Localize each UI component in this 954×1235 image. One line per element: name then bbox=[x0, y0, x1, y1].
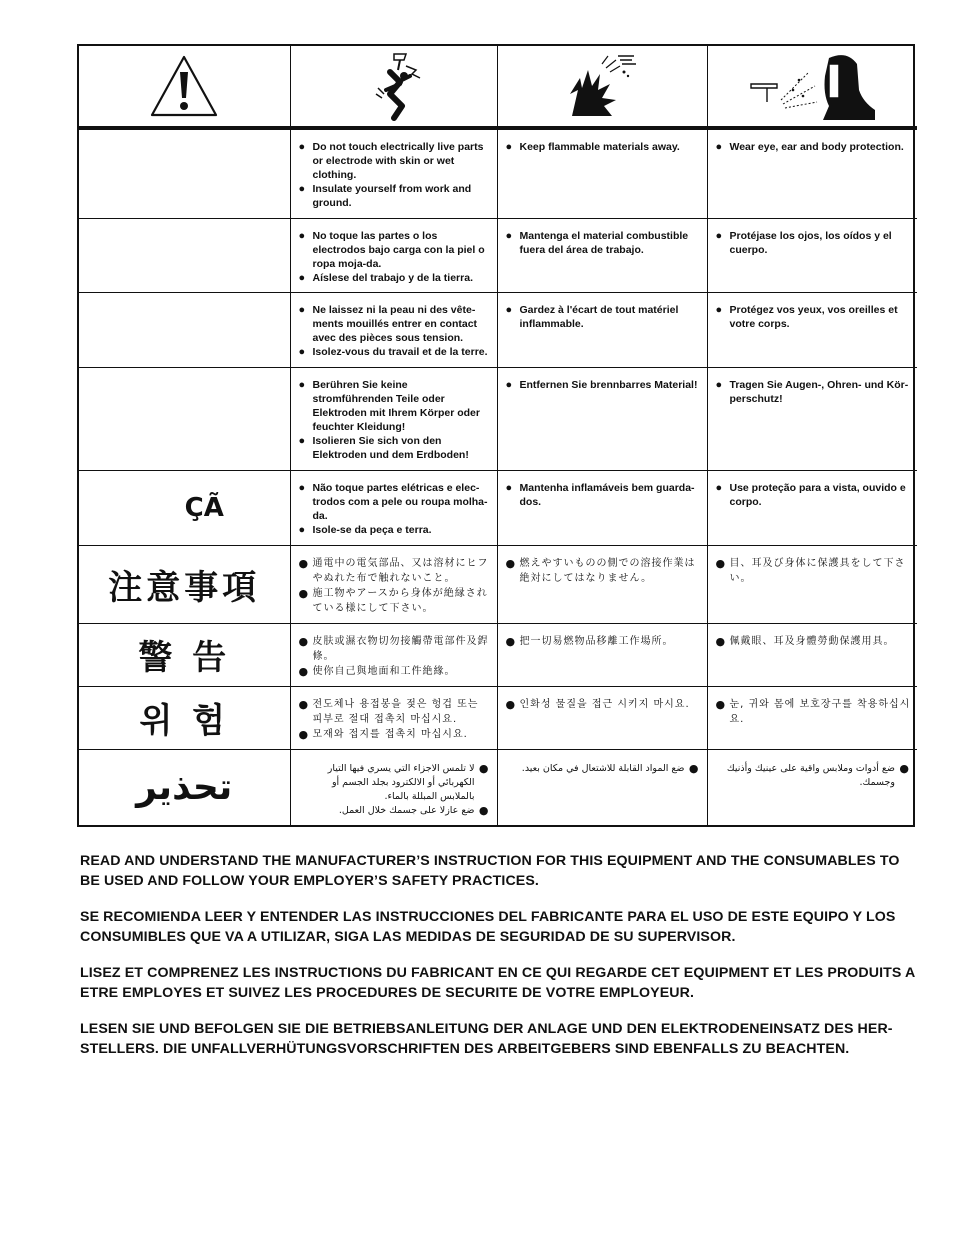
list-item: ● ضع المواد القابلة للاشتعال في مكان بعيد. bbox=[504, 762, 699, 776]
explosion-icon bbox=[562, 50, 642, 122]
list-item: ● Protégez vos yeux, vos oreilles et votre corps. bbox=[716, 303, 912, 331]
row-arabic bbox=[79, 749, 917, 825]
shock-text-portuguese bbox=[290, 471, 497, 545]
fire-text-spanish bbox=[497, 219, 707, 293]
list-item: ● 把一切易燃物品移離工作場所。 bbox=[506, 634, 701, 649]
eye-text-spanish bbox=[707, 219, 917, 293]
fire-text-korean bbox=[497, 686, 707, 749]
list-item: ● ضع أدوات وملابس واقية على عينيك وأذنيك وجسمك. bbox=[714, 762, 910, 790]
note-spanish: SE RECOMIENDA LEER Y ENTENDER LAS INSTRUCCIONES DEL FABRICANTE PARA EL USO DE ESTE EQUIPO Y LOS CONSUMIBLES QUE VA A UTILIZAR, SIGA LAS MEDIDAS DE SEGURIDAD DE SU SUPERVISOR. bbox=[80, 909, 896, 945]
lang-label-spanish bbox=[79, 219, 290, 293]
list-item: ● Berühren Sie keine stromführenden Teile oder Elektroden mit Ihrem Körper oder feuchter Kleidung! bbox=[299, 378, 491, 434]
lang-label-english bbox=[79, 128, 290, 219]
note-french: LISEZ ET COMPRENEZ LES INSTRUCTIONS DU FABRICANT EN CE QUI REGARDE CET EQUIPMENT ET LES PRODUITS A ETRE EMPLOYES ET SUIVEZ LES PROCEDURES DE SECURITE DE VOTRE EMPLOYEUR. bbox=[80, 965, 915, 1001]
list-item: ● Isolez-vous du travail et de la terre. bbox=[299, 345, 491, 359]
shock-text-german bbox=[290, 367, 497, 471]
list-item: ● 施工物やアースから身体が絶縁されている様にして下さい。 bbox=[299, 586, 491, 616]
row-japanese bbox=[79, 545, 917, 623]
list-item: ● Insulate yourself from work and ground. bbox=[299, 182, 491, 210]
list-item: ● Aíslese del trabajo y de la tierra. bbox=[299, 271, 491, 285]
list-item: ● Entfernen Sie brennbarres Material! bbox=[506, 378, 701, 392]
row-german bbox=[79, 367, 917, 471]
row-chinese bbox=[79, 623, 917, 686]
shock-text-arabic bbox=[290, 749, 497, 825]
row-korean bbox=[79, 686, 917, 749]
list-item: ● 전도체나 용접봉을 젖은 헝겁 또는 피부로 절대 접촉치 마십시요. bbox=[299, 697, 491, 727]
icon-row bbox=[79, 46, 917, 128]
eye-text-portuguese bbox=[707, 471, 917, 545]
list-item: ● Keep flammable materials away. bbox=[506, 140, 701, 154]
eye-text-korean bbox=[707, 686, 917, 749]
eye-text-arabic bbox=[707, 749, 917, 825]
warning-cell bbox=[79, 46, 290, 128]
lang-label: تحذير bbox=[136, 766, 233, 808]
row-french bbox=[79, 293, 917, 367]
lang-label: 注意事項 bbox=[108, 567, 261, 608]
list-item: ● Wear eye, ear and body protection. bbox=[716, 140, 912, 154]
eye-text-japanese bbox=[707, 545, 917, 623]
face-shield-icon bbox=[737, 50, 887, 122]
list-item: ● 皮肤或濕衣物切勿接觸帶電部件及銲條。 bbox=[299, 634, 491, 664]
warning-grid bbox=[79, 46, 917, 825]
row-english bbox=[79, 128, 917, 219]
shock-text-chinese bbox=[290, 623, 497, 686]
eye-text-english bbox=[707, 128, 917, 219]
eye-text-chinese bbox=[707, 623, 917, 686]
eye-protection-cell bbox=[707, 46, 917, 128]
fire-text-german bbox=[497, 367, 707, 471]
lang-label-french bbox=[79, 293, 290, 367]
list-item: ● Tragen Sie Augen-, Ohren- und Kör-perschutz! bbox=[716, 378, 912, 406]
row-spanish bbox=[79, 219, 917, 293]
lang-label: 위 험 bbox=[139, 701, 230, 742]
list-item: ● 使你自己與地面和工件絶緣。 bbox=[299, 664, 491, 679]
list-item: ● 通電中の電気部品、又は溶材にヒフやぬれた布で触れないこと。 bbox=[299, 556, 491, 586]
instruction-notes bbox=[80, 852, 920, 1076]
eye-text-german bbox=[707, 367, 917, 471]
lang-label-arabic bbox=[79, 749, 290, 825]
fire-text-portuguese bbox=[497, 471, 707, 545]
safety-warning-table bbox=[77, 44, 915, 827]
list-item: ● Isolieren Sie sich von den Elektroden und dem Erdboden! bbox=[299, 434, 491, 462]
lang-label-german bbox=[79, 367, 290, 471]
shock-text-spanish bbox=[290, 219, 497, 293]
list-item: ● Mantenha inflamáveis bem guarda-dos. bbox=[506, 481, 701, 509]
lang-label-korean bbox=[79, 686, 290, 749]
list-item: ● Mantenga el material combustible fuera del área de trabajo. bbox=[506, 229, 701, 257]
list-item: ● 目、耳及び身体に保護具をして下さい。 bbox=[716, 556, 912, 586]
warning-triangle-icon bbox=[149, 54, 219, 118]
fire-text-english bbox=[497, 128, 707, 219]
lang-label-chinese bbox=[79, 623, 290, 686]
shock-cell bbox=[290, 46, 497, 128]
lang-label: ÇÃ bbox=[184, 492, 224, 523]
list-item: ● 모재와 접지를 접촉치 마십시요. bbox=[299, 727, 491, 742]
fire-text-chinese bbox=[497, 623, 707, 686]
shock-text-english bbox=[290, 128, 497, 219]
fire-text-arabic bbox=[497, 749, 707, 825]
eye-text-french bbox=[707, 293, 917, 367]
shock-text-korean bbox=[290, 686, 497, 749]
lang-label: 警 告 bbox=[138, 638, 231, 679]
list-item: ● Não toque partes elétricas e elec-trodos com a pele ou roupa molha-da. bbox=[299, 481, 491, 523]
list-item: ● Do not touch electrically live parts or electrode with skin or wet clothing. bbox=[299, 140, 491, 182]
list-item: ● 눈, 귀와 몸에 보호장구를 착용하십시요. bbox=[716, 697, 912, 727]
lang-label-japanese bbox=[79, 545, 290, 623]
list-item: ● لا تلمس الاجزاء التي يسري فيها التيار الكهربائي أو الالكترود بجلد الجسم أو بالملابس المبللة بالماء. bbox=[297, 762, 489, 804]
list-item: ● Ne laissez ni la peau ni des vête-ments mouillés entrer en contact avec des pièces sous tension. bbox=[299, 303, 491, 345]
fire-text-french bbox=[497, 293, 707, 367]
row-portuguese bbox=[79, 471, 917, 545]
list-item: ● ضع عازلا على جسمك خلال العمل. bbox=[297, 804, 489, 818]
list-item: ● Use proteção para a vista, ouvido e corpo. bbox=[716, 481, 912, 509]
list-item: ● 인화성 물질을 접근 시키지 마시요. bbox=[506, 697, 701, 712]
note-english: READ AND UNDERSTAND THE MANUFACTURER’S INSTRUCTION FOR THIS EQUIPMENT AND THE CONSUMABLES TO BE USED AND FOLLOW YOUR EMPLOYER’S SAFETY PRACTICES. bbox=[80, 853, 900, 889]
list-item: ● Gardez à l'écart de tout matériel inflammable. bbox=[506, 303, 701, 331]
fire-text-japanese bbox=[497, 545, 707, 623]
shock-text-french bbox=[290, 293, 497, 367]
lang-label-portuguese bbox=[79, 471, 290, 545]
list-item: ● No toque las partes o los electrodos bajo carga con la piel o ropa moja-da. bbox=[299, 229, 491, 271]
list-item: ● Protéjase los ojos, los oídos y el cuerpo. bbox=[716, 229, 912, 257]
note-german: LESEN SIE UND BEFOLGEN SIE DIE BETRIEBSANLEITUNG DER ANLAGE UND DEN ELEKTRODENEINSATZ DES HER-STELLERS. DIE UNFALLVERHÜTUNGSVORSCHRIFTEN DES ARBEITGEBERS SIND EBENFALLS ZU BEACHTEN. bbox=[80, 1021, 893, 1057]
fire-cell bbox=[497, 46, 707, 128]
list-item: ● 燃えやすいものの側での溶接作業は絶対にしてはなりません。 bbox=[506, 556, 701, 586]
electric-shock-icon bbox=[354, 50, 434, 122]
list-item: ● 佩戴眼、耳及身體勞動保護用具。 bbox=[716, 634, 912, 649]
list-item: ● Isole-se da peça e terra. bbox=[299, 523, 491, 537]
shock-text-japanese bbox=[290, 545, 497, 623]
